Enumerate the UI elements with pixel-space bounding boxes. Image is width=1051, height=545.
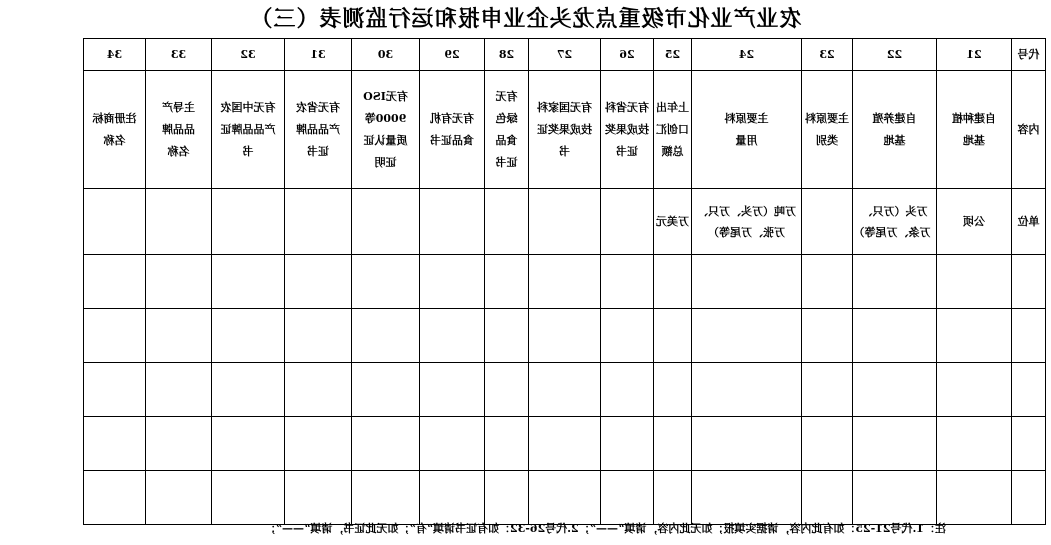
header-code-24: 24 <box>692 39 802 71</box>
unit-28 <box>485 189 529 255</box>
header-code-22: 22 <box>853 39 937 71</box>
unit-34 <box>84 189 146 255</box>
header-code-label: 代号 <box>1012 39 1046 71</box>
unit-32 <box>212 189 285 255</box>
footnote: 注：1.代号21-25：如有此内容，请据实填报；如无此内容，请填“——”；2.代号26-32：如有证书请填“有”；如无此证书，请填“——”； <box>264 522 946 535</box>
content-27: 有无国家科技成果奖证书 <box>529 71 601 189</box>
unit-33 <box>146 189 212 255</box>
content-25: 上年出口创汇总额 <box>654 71 692 189</box>
content-32: 有无中国农产品品牌证书 <box>212 71 285 189</box>
header-code-29: 29 <box>420 39 485 71</box>
unit-26 <box>601 189 654 255</box>
unit-label: 单位 <box>1012 189 1046 255</box>
content-31: 有无省农产品品牌证书 <box>285 71 352 189</box>
content-34: 注册商标名称 <box>84 71 146 189</box>
content-label: 内容 <box>1012 71 1046 189</box>
blank-row <box>84 417 1046 471</box>
header-code-25: 25 <box>654 39 692 71</box>
blank-row <box>84 309 1046 363</box>
blank-row <box>84 471 1046 525</box>
header-code-23: 23 <box>802 39 853 71</box>
unit-24: 万吨（万头、万只、万张、万尾等） <box>692 189 802 255</box>
content-21: 自建种植基地 <box>937 71 1012 189</box>
header-code-31: 31 <box>285 39 352 71</box>
content-29: 有无有机食品证书 <box>420 71 485 189</box>
content-28: 有无绿色食品证书 <box>485 71 529 189</box>
unit-31 <box>285 189 352 255</box>
header-code-27: 27 <box>529 39 601 71</box>
header-code-33: 33 <box>146 39 212 71</box>
blank-row <box>84 363 1046 417</box>
page-title: 农业产业化市级重点龙头企业申报和运行监测表（三） <box>249 6 802 32</box>
content-33: 主导产品品牌名称 <box>146 71 212 189</box>
header-code-32: 32 <box>212 39 285 71</box>
code-row <box>84 39 1046 71</box>
unit-21: 公顷 <box>937 189 1012 255</box>
monitoring-table <box>83 38 1046 525</box>
header-code-28: 28 <box>485 39 529 71</box>
blank-row <box>84 255 1046 309</box>
content-26: 有无省科技成果奖证书 <box>601 71 654 189</box>
content-23: 主要原料类别 <box>802 71 853 189</box>
header-code-34: 34 <box>84 39 146 71</box>
header-code-21: 21 <box>937 39 1012 71</box>
unit-30 <box>352 189 420 255</box>
unit-22: 万头（万只、万条、万尾等） <box>853 189 937 255</box>
unit-27 <box>529 189 601 255</box>
unit-25: 万美元 <box>654 189 692 255</box>
content-22: 自建养殖基地 <box>853 71 937 189</box>
content-row <box>84 71 1046 189</box>
content-30: 有无ISO9000等质量认证证明 <box>352 71 420 189</box>
content-24: 主要原料用量 <box>692 71 802 189</box>
unit-row <box>84 189 1046 255</box>
unit-23 <box>802 189 853 255</box>
header-code-26: 26 <box>601 39 654 71</box>
unit-29 <box>420 189 485 255</box>
header-code-30: 30 <box>352 39 420 71</box>
